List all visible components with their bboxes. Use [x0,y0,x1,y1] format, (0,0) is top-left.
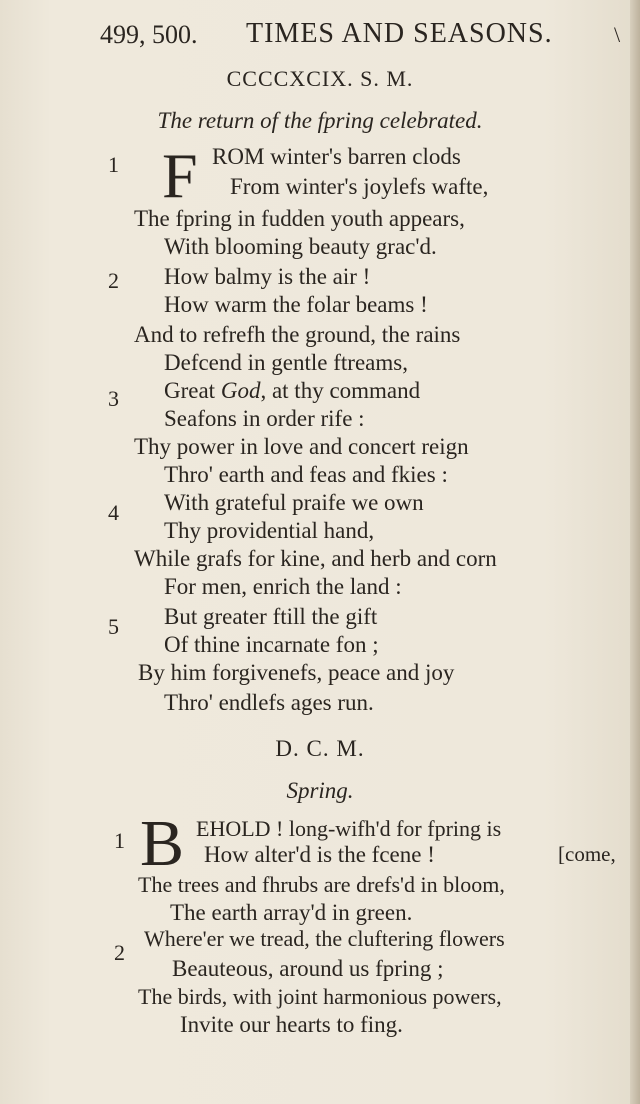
verse-line: Beauteous, around us fpring ; [172,956,444,981]
hymn-title: The return of the fpring celebrated. [157,108,483,133]
drop-cap: F [162,140,198,211]
verse-line: EHOLD ! long-wifh'd for fpring is [196,816,502,841]
verse-line: Thy power in love and concert reign [134,434,469,459]
verse-line: Seafons in order rife : [164,406,365,431]
verse-line: Of thine incarnate fon ; [164,632,379,657]
verse-number: 1 [108,152,119,177]
verse-line: Thro' endlefs ages run. [164,690,374,715]
verse-line: The earth array'd in green. [170,900,413,925]
running-title: TIMES AND SEASONS. [246,18,553,49]
hymn-number: CCCCXCIX. S. M. [226,66,414,91]
drop-cap: B [140,807,185,880]
verse-line: Great God, at thy command [164,378,421,403]
verse-line: How alter'd is the fcene ! [204,842,435,867]
verse-line: How balmy is the air ! [164,264,371,289]
verse-line: While grafs for kine, and herb and corn [134,546,497,571]
hymn-title: Spring. [286,778,354,803]
verse-line: How warm the folar beams ! [164,292,428,317]
corner-mark: \ [614,22,621,47]
verse-number: 3 [108,386,119,411]
verse-line: The trees and fhrubs are drefs'd in bloom, [138,872,505,897]
verse-line: Invite our hearts to fing. [180,1012,403,1037]
verse-line: Where'er we tread, the cluftering flowers [144,926,505,951]
verse-line-overflow: [come, [558,842,616,866]
verse-line: For men, enrich the land : [164,574,402,599]
verse-line: And to refrefh the ground, the rains [134,322,461,347]
verse-line: By him forgivenefs, peace and joy [138,660,455,685]
verse-line: But greater ftill the gift [164,604,378,629]
verse-line: With grateful praife we own [164,490,424,515]
verse-line: With blooming beauty grac'd. [164,234,437,259]
page-edge [630,0,640,1104]
verse-line: Thro' earth and feas and fkies : [164,462,448,487]
verse-number: 2 [114,940,125,965]
verse-line: Thy providential hand, [164,518,375,543]
verse-line: The fpring in fudden youth appears, [134,206,465,231]
verse-line: The birds, with joint harmonious powers, [138,984,502,1009]
verse-line: Defcend in gentle ftreams, [164,350,408,375]
verse-line: ROM winter's barren clods [212,144,461,169]
page-numbers: 499, 500. [100,20,198,49]
verse-number: 4 [108,500,119,525]
page-header [100,18,620,50]
hymn-number: D. C. M. [275,736,365,761]
verse-number: 5 [108,614,119,639]
verse-number: 2 [108,268,119,293]
verse-line: From winter's joylefs wafte, [230,174,489,199]
verse-number: 1 [114,828,125,853]
